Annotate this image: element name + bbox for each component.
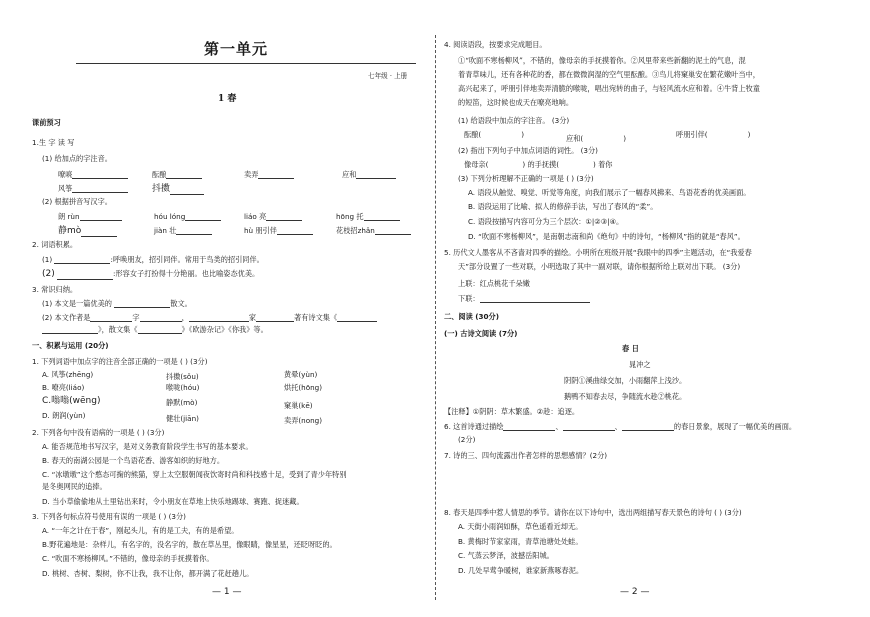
q8-option-b: B. 黄梅时节家家雨，青草池塘处处蛙。 [458,537,583,546]
q1a-text: (1) 给加点的字注音。 [42,154,112,163]
m1-option: 卖弄(nong) [284,416,323,425]
q4-passage-line: 着青草味儿，还有各种花的香，都在微微润湿的空气里酝酿。③鸟儿将窠巢安在繁花嫩叶当中， [458,70,760,79]
m3-option-b: B.野花遍地是：杂样儿，有名字的，没名字的，散在草丛里，像眼睛，像星星，还眨呀眨的。 [42,540,337,549]
q4-3-option-c: C. 语段按描写内容可分为三个层次：①|②③|④。 [468,217,624,226]
right-page [436,0,870,617]
m2-option-a: A. 能否规范地书写汉字，是对义务教育阶段学生书写的基本要求。 [42,442,253,451]
q4-3-option-b: B. 语段运用了比喻、拟人的修辞手法，写出了春风的“柔”。 [468,202,658,211]
m1-option: C.嗡嗡(wēng) [42,396,101,406]
q4-2: (2) 指出下列句子中加点词语的词性。 (3分) [458,146,598,155]
title-rule [76,63,416,64]
q5-upper-couplet: 上联：红点桃花千朵嫩 [458,279,530,288]
q2-item-2: (2) :形容女子打扮得十分艳丽。也比喻姿态优美。 [42,269,260,279]
q1b-text: (2) 根据拼音写汉字。 [42,197,112,206]
q2-heading: 2. 词语积累。 [32,240,78,249]
q1-heading: 1.生 字 读 写 [32,138,75,147]
pinyin-item: hōng 托 [336,212,400,221]
pinyin-item: 花枝招zhǎn [336,226,411,235]
page-number: — 2 — [620,587,650,597]
q4-3-option-a: A. 语段从触觉、嗅觉、听觉等角度，向我们展示了一幅春风拂来、鸟语花香的优美画面。 [468,188,751,197]
pinyin-item: liáo 亮 [244,212,302,221]
q4-passage-line: ①“吹面不寒杨柳风”，不错的，像母亲的手抚摸着你。②风里带来些新翻的泥土的气息，混 [458,56,746,65]
word-item: 嘹喨 [58,170,128,179]
q5-text: 5. 历代文人墨客从不吝啬对四季的描绘。小明所在班级开展“我眼中的四季”主题活动，在“我爱春 [444,248,752,257]
q7-text: 7. 诗的三、四句流露出作者怎样的思想感情？(2分) [444,451,608,460]
q2-item-1: (1) :呼唤朋友，招引同伴。常用于鸟类的招引同伴。 [42,255,264,264]
q4-1: (1) 给语段中加点的字注音。 (3分) [458,116,570,125]
q3-item-2: (2) 本文作者是 字 ， 家 著有诗文集《 [42,313,377,322]
q4-1-word: 酝酿( ) [464,130,524,139]
word-item: 卖弄 [244,170,294,179]
word-item: 酝酿 [152,170,202,179]
m2-option-c-cont: 是冬奥网民的追捧。 [42,482,107,491]
m1-option: D. 朗润(yùn) [42,411,86,420]
m1-option: 健壮(jiān) [166,414,199,423]
poem-title: 春 日 [622,344,639,353]
m2-option-c: C. “冰墩墩”这个憨态可掬的熊猫，穿上太空服朝闻夜饮寄时尚和科技感十足，受到了青少年特别 [42,470,347,479]
m1-option: 抖擞(sǒu) [166,372,199,381]
m2-question: 2. 下列各句中没有语病的一项是 ( ) (3分) [32,428,165,437]
q4-2-line: 像母亲( ) 的手抚摸( ) 着你 [464,160,613,169]
m1-option: 烘托(hōng) [284,383,323,392]
preview-heading: 课前预习 [32,118,61,127]
poem-author: 晁冲之 [629,360,651,369]
section-2-1-heading: (一) 古诗文阅读 (7分) [444,329,518,338]
q4-heading: 4. 阅读语段，按要求完成题目。 [444,40,547,49]
q5-lower-couplet: 下联： [458,294,590,303]
q4-3: (3) 下列分析理解不正确的一项是 ( ) (3分) [458,174,594,183]
page-number: — 1 — [212,587,242,597]
q4-3-option-d: D. “吹面不寒杨柳风”，是南朝志南和尚《绝句》中的诗句，“杨柳风”指的就是“春风”。 [468,232,745,241]
q8-option-d: D. 几处早莺争暖树，谁家新燕啄春泥。 [458,566,584,575]
m2-option-b: B. 春天的南湖公园是一个鸟语花香、游客如织的好地方。 [42,456,225,465]
q4-1-word: 呼朋引伴( ) [676,130,751,139]
section-1-heading: 一、积累与运用 (20分) [32,341,109,350]
poem-line: 鹅鸭不知春去尽，争随流水趁②桃花。 [564,392,687,401]
pinyin-item: jiàn 壮 [154,226,212,235]
lesson-title: 1 春 [218,94,237,104]
m1-option: A. 风筝(zhēng) [42,370,94,379]
q3-heading: 3. 常识归纳。 [32,285,78,294]
m3-option-c: C. “吹面不寒杨柳风。”不错的，像母亲的手抚摸着你。 [42,554,214,563]
pinyin-item: 静mò [58,226,117,237]
m3-option-d: D. 桃树、杏树、梨树，你不让我，我不让你，都开满了花赶趟儿。 [42,569,254,578]
word-item: 风筝 [58,184,128,193]
m1-option: 黄晕(yùn) [284,370,318,379]
m3-question: 3. 下列各句标点符号使用有误的一项是 ( ) (3分) [32,512,186,521]
pinyin-item: hù 朋引伴 [244,226,313,235]
poem-line: 阴阴①溪曲绿交加，小雨翻萍上浅沙。 [564,376,687,385]
m1-option: 喉咙(hóu) [166,383,200,392]
q4-passage-line: 的短笛，这时候也成天在嘹亮地响。 [458,98,574,107]
m1-option: 窠巢(kē) [284,401,313,410]
pinyin-item: hóu lóng [154,212,221,221]
m2-option-d: D. 当小草偷偷地从土里钻出来时，令小朋友在草地上快乐地踢球、赛跑、捉迷藏。 [42,497,304,506]
m3-option-a: A. “一年之计在于春”，刚起头儿，有的是工夫，有的是希望。 [42,526,239,535]
poem-note: 【注释】①阴阴：草木繁盛。②趁：追逐。 [444,407,580,416]
q6-text: 6. 这首诗通过描绘 、 、 的春日景象，展现了一幅优美的画面。 [444,422,797,431]
m1-option: 静默(mò) [166,398,198,407]
unit-title: 第一单元 [204,40,269,58]
word-item: 应和 [342,170,396,179]
q8-option-a: A. 天街小雨润如酥，草色遥看近却无。 [458,522,583,531]
q3-item-2b: 》，散文集《 》《欧游杂记》《你我》等。 [42,325,268,334]
m1-option: B. 嘹亮(liáo) [42,383,85,392]
q4-1-word: 应和( ) [566,134,626,143]
q8-text: 8. 春天是四季中惹人情思的季节。请你在以下诗句中，选出两组描写春天景色的诗句 ( ) (3分) [444,508,742,517]
q4-passage-line: 高兴起来了，呼朋引伴地卖弄清脆的喉咙，唱出宛转的曲子，与轻风流水应和着。④牛背上牧童 [458,84,760,93]
q6-score: (2分) [458,435,476,444]
section-2-heading: 二、阅读 (30分) [444,312,500,321]
q8-option-c: C. 气蒸云梦泽，波撼岳阳城。 [458,551,554,560]
word-item: 抖擞 [152,184,204,195]
q5-text-cont: 天”部分设置了一些对联，小明选取了其中一副对联，请你根据所给上联对出下联。 (3分) [458,262,741,271]
pinyin-item: 朗 rùn [58,212,122,221]
q3-item-1: (1) 本文是一篇优美的 散文。 [42,299,192,308]
m1-question: 1. 下列词语中加点字的注音全部正确的一项是 ( ) (3分) [32,357,208,366]
grade-label: 七年级 · 上册 [368,72,408,80]
